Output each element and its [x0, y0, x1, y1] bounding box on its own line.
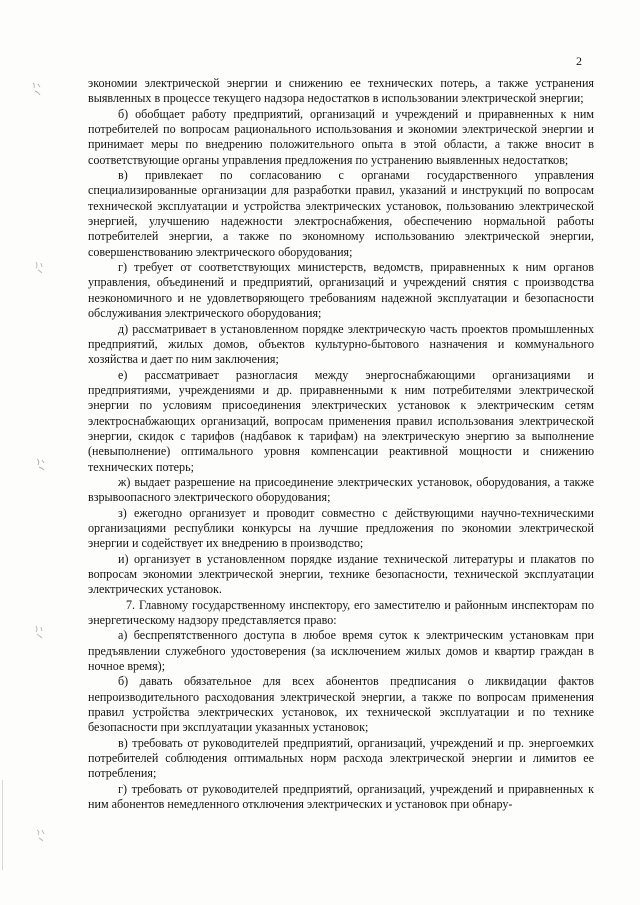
scan-edge-line [2, 780, 3, 870]
document-body [88, 76, 594, 813]
paragraph: экономии электрической энергии и снижению ее технических потерь, а также устранения выявленных в процессе текущего надзора недостатков в использовании электрической энергии; [88, 76, 594, 106]
paragraph: а) беспрепятственного доступа в любое время суток к электрическим установкам при предъявлении служебного удостоверения (за исключением жилых домов и квартир граждан в ночное время); [88, 628, 594, 674]
paragraph: г) требует от соответствующих министерств, ведомств, приравненных к ним органов управления, объединений и предприятий, организаций и учреждений снятия с производства неэкономичного и не удовлетворяющего требованиям надежной эксплуатации и безопасности обслуживания электрического оборудования; [88, 260, 594, 321]
paragraph: в) требовать от руководителей предприятий, организаций, учреждений и пр. энергоемких потребителей соблюдения оптимальных норм расхода электрической энергии и лимитов ее потребления; [88, 735, 594, 781]
paragraph: в) привлекает по согласованию с органами государственного управления специализированные организации для разработки правил, указаний и инструкций по вопросам технической эксплуатации и устройства электрических установок, пользованию электрической энергией, улучшению надежности электроснабжения, обеспечению нормальной работы потребителей энергии, а также по экономному использованию электрической энергии, совершенствованию электрического оборудования; [88, 168, 594, 259]
scan-artifact-icon [30, 80, 44, 98]
scan-artifact-icon [34, 826, 48, 844]
scan-artifact-icon [32, 623, 46, 641]
paragraph: д) рассматривает в установленном порядке электрическую часть проектов промышленных предприятий, жилых домов, объектов культурно-бытового назначения и коммунального хозяйства и дает по ним заключения; [88, 321, 594, 367]
page-number: 2 [576, 54, 582, 68]
paragraph: б) обобщает работу предприятий, организаций и учреждений и приравненных к ним потребителей по вопросам рационального использования и экономии электрической энергии и принимает меры по внедрению положительного опыта в этой области, а также вносит в соответствующие органы управления предложения по устранению выявленных недостатков; [88, 106, 594, 167]
paragraph: и) организует в установленном порядке издание технической литературы и плакатов по вопросам экономии электрической энергии, технике безопасности, технической эксплуатации электрических установок. [88, 551, 594, 597]
paragraph: г) требовать от руководителей предприятий, организаций, учреждений и приравненных к ним абонентов немедленного отключения электрических и установок при обнару- [88, 781, 594, 812]
paragraph: з) ежегодно организует и проводит совместно с действующими научно-техническими организациями республики конкурсы на лучшие предложения по экономии электрической энергии и содействует их внедрению в производство; [88, 505, 594, 551]
paragraph: ж) выдает разрешение на присоединение электрических установок, оборудования, а также взрывоопасного электрического оборудования; [88, 474, 594, 505]
paragraph: е) рассматривает разногласия между энергоснабжающими организациями и предприятиями, учреждениями и др. приравненными к ним потребителями электрической энергии по условиям присоединения электрических установок к электрическим сетям электроснабжающих организаций, вопросам применения правил использования электрической энергии, скидок с тарифов (надбавок к тарифам) на электрическую энергию за выполнение (невыполнение) оптимального уровня компенсации реактивной мощности и снижению технических потерь; [88, 367, 594, 474]
section-heading-paragraph: 7. Главному государственному инспектору, его заместителю и районным инспекторам по энергетическому надзору представляется право: [88, 597, 594, 628]
scan-artifact-icon [32, 258, 46, 276]
scan-artifact-icon [34, 455, 48, 473]
paragraph: б) давать обязательное для всех абонентов предписания о ликвидации фактов непроизводительного расходования электрической энергии, а также по вопросам применения правил устройства электрических установок, их технической эксплуатации и по технике безопасности при эксплуатации указанных установок; [88, 674, 594, 735]
